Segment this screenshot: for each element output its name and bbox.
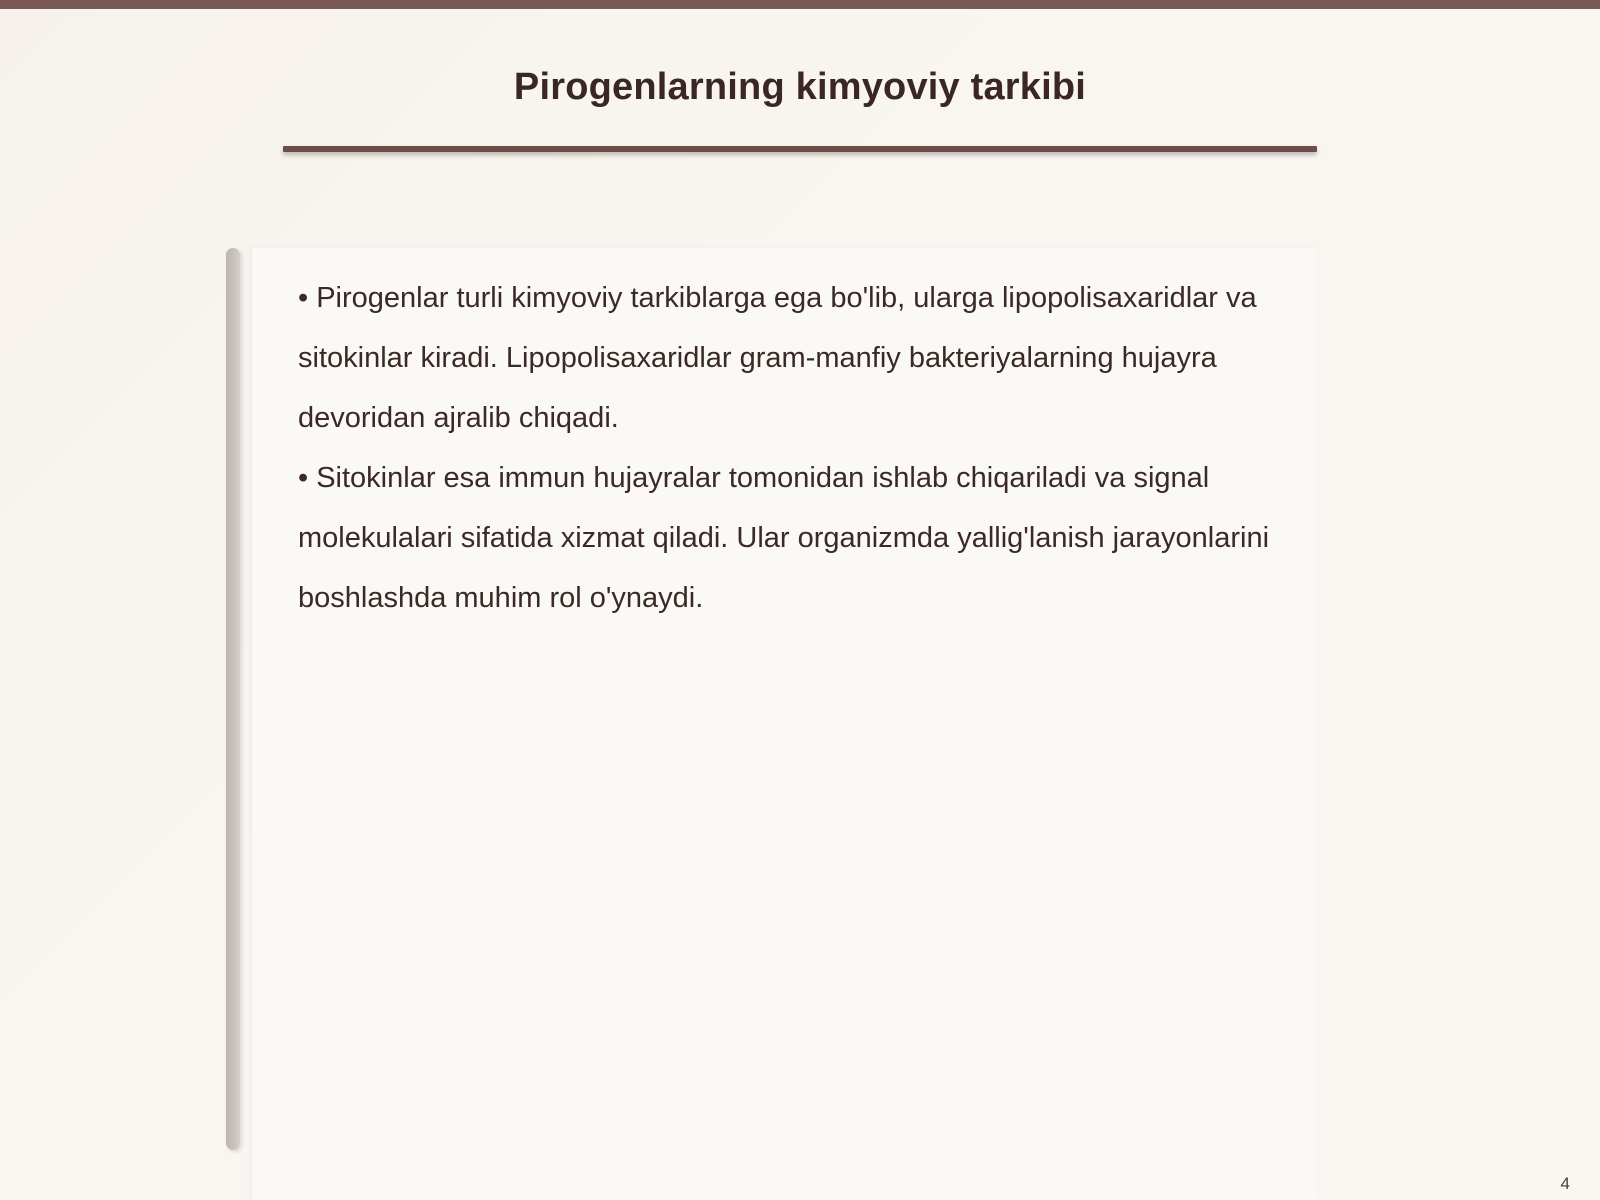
bullet-paragraph-1: • Pirogenlar turli kimyoviy tarkiblarga ega bo'lib, ularga lipopolisaxaridlar va sitokinlar kiradi. Lipopolisaxaridlar gram-manfiy bakteriyalarning hujayra devoridan ajralib chiqadi. (298, 282, 1257, 434)
slide-title: Pirogenlarning kimyoviy tarkibi (513, 66, 1087, 108)
bullet-paragraph-2: • Sitokinlar esa immun hujayralar tomonidan ishlab chiqariladi va signal molekulalari sifatida xizmat qiladi. Ular organizmda yallig'lanish jarayonlarini boshlashda muhim rol o'ynaydi. (298, 462, 1270, 614)
title-underline (283, 146, 1317, 152)
body-text (298, 268, 1308, 628)
left-side-bar (226, 248, 240, 1150)
page-number: 4 (1560, 1174, 1570, 1193)
top-accent-bar (0, 0, 1600, 9)
